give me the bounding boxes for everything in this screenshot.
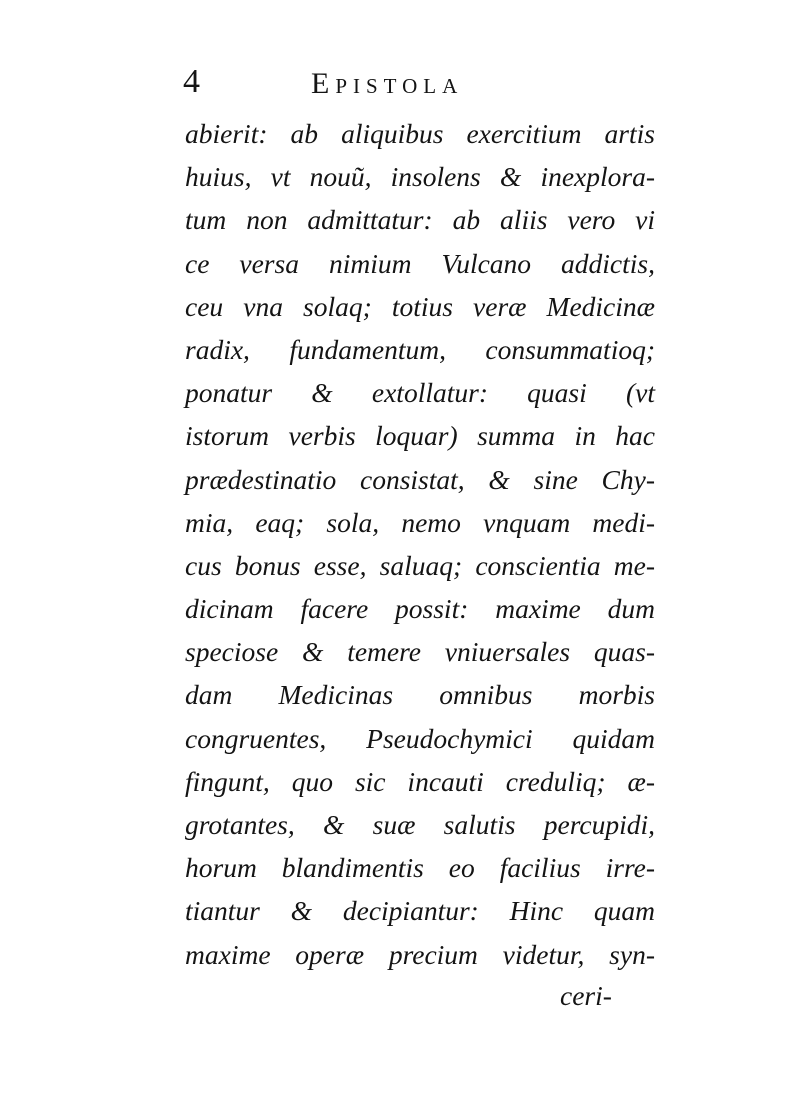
body-text (185, 112, 655, 976)
text-line: congruentes, Pseudochymici quidam (185, 722, 655, 754)
text-line: speciose & temere vniuersales quas- (185, 636, 655, 668)
text-line: tiantur & decipiantur: Hinc quam (185, 895, 655, 927)
text-line: ce versa nimium Vulcano addictis, (185, 247, 655, 279)
text-line: huius, vt nouũ, insolens & inexplora- (185, 161, 655, 193)
text-line: cus bonus esse, saluaq; conscientia me- (185, 549, 655, 581)
text-line: maxime operæ precium videtur, syn- (185, 938, 655, 970)
text-line: dicinam facere possit: maxime dum (185, 593, 655, 625)
text-line: horum blandimentis eo facilius irre- (185, 852, 655, 884)
text-line: radix, fundamentum, consummatioq; (185, 333, 655, 365)
running-head: Epistola (311, 67, 464, 100)
catchword: ceri- (560, 980, 612, 1011)
page-header (183, 62, 663, 106)
text-line: abierit: ab aliquibus exercitium artis (185, 118, 655, 149)
text-line: grotantes, & suæ salutis percupidi, (185, 809, 655, 840)
text-line: ponatur & extollatur: quasi (vt (185, 377, 655, 409)
text-line: fingunt, quo sic incauti creduliq; æ- (185, 765, 655, 797)
text-line: prædestinatio consistat, & sine Chy- (185, 463, 655, 495)
text-line: tum non admittatur: ab aliis vero vi (185, 204, 655, 236)
text-line: dam Medicinas omnibus morbis (185, 679, 655, 711)
text-line: ceu vna solaq; totius veræ Medicinæ (185, 290, 655, 322)
text-line: istorum verbis loquar) summa in hac (185, 420, 655, 452)
text-line: mia, eaq; sola, nemo vnquam medi- (185, 506, 655, 538)
page-number: 4 (183, 63, 200, 100)
